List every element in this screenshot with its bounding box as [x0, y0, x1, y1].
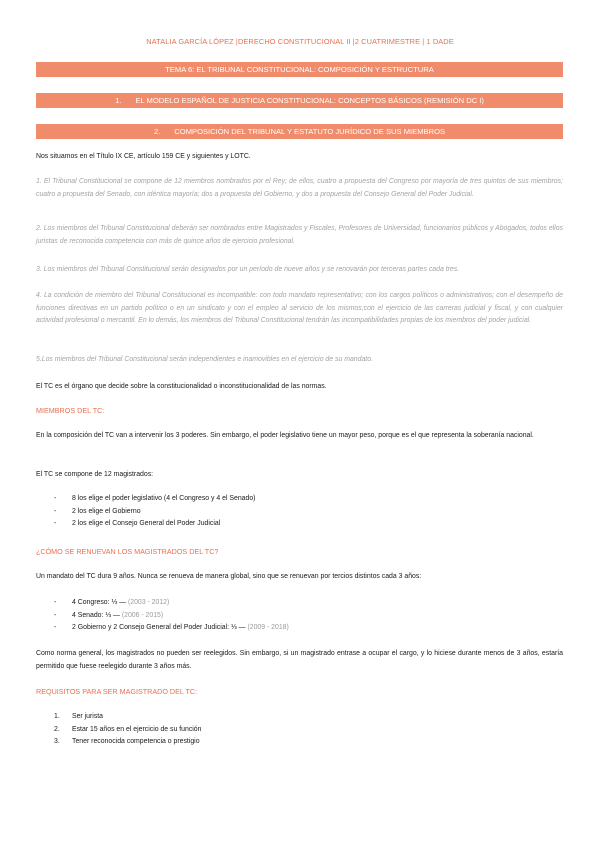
- article-quote-1: [36, 176, 563, 201]
- article-quote-5: [36, 354, 563, 367]
- topic-title: TEMA 6: EL TRIBUNAL CONSTITUCIONAL: COMPOSICIÓN Y ESTRUCTURA: [165, 65, 434, 74]
- miembros-paragraph-block: [36, 430, 563, 443]
- quote-paragraph: 3. Los miembros del Tribunal Constitucional serán designados por un período de nueve años y se renovarán por terceras partes cada tres.: [36, 266, 460, 273]
- miembros-count-block: [36, 469, 563, 482]
- section-2-bar: [36, 124, 563, 139]
- list-item: 2. Estar 15 años en el ejercicio de su función: [54, 725, 202, 733]
- list-item: - 8 los elige el poder legislativo (4 el Congreso y 4 el Senado): [54, 495, 256, 502]
- requisitos-heading: REQUISITOS PARA SER MAGISTRADO DEL TC:: [36, 687, 198, 696]
- renovacion-list: [36, 597, 563, 635]
- list-item: - 4 Congreso: ⅓ — (2003 - 2012): [54, 599, 170, 606]
- list-item: 1. Ser jurista: [54, 713, 104, 720]
- quote-paragraph: 4. La condición de miembro del Tribunal Constitucional es incompatible: con todo mandato representativo; con los cargos políticos o administrativos; con el desempeño de funciones directivas en un partido político o en un sindicato y con el empleo al servicio de los mismos;con el ejercicio de las carreras judicial y fiscal, y con cualquier actividad profesional o mercantil. En lo demás, los miembros del Tribunal Constitucional tendrán las incompatibilidades propias de los miembros del poder judicial.: [36, 292, 563, 324]
- renovacion-heading-block: [36, 546, 563, 558]
- section-1-bar: [36, 93, 563, 108]
- section-2-number: 2.: [153, 127, 161, 136]
- article-quote-3: [36, 264, 563, 277]
- renovacion-paragraph: Un mandato del TC dura 9 años. Nunca se renueva de manera global, sino que se renuevan por tercios distintos cada 3 años:: [36, 573, 422, 580]
- section-1-title: EL MODELO ESPAÑOL DE JUSTICIA CONSTITUCIONAL: CONCEPTOS BÁSICOS (REMISIÓN DC I): [135, 96, 484, 105]
- quote-paragraph: 5.Los miembros del Tribunal Constitucional serán independientes e inamovibles en el ejercicio de su mandato.: [36, 356, 373, 363]
- list-item: - 4 Senado: ⅓ — (2006 - 2015): [54, 611, 164, 619]
- article-quote-2: [36, 223, 563, 248]
- miembros-heading: MIEMBROS DEL TC:: [36, 406, 105, 415]
- list-item: - 2 Gobierno y 2 Consejo General del Poder Judicial: ⅓ — (2009 - 2018): [54, 624, 289, 631]
- list-item: 3. Tener reconocida competencia o prestigio: [54, 738, 200, 745]
- renovacion-paragraph-block: [36, 571, 563, 584]
- quote-paragraph: 2. Los miembros del Tribunal Constitucional deberán ser nombrados entre Magistrados y Fiscales, Profesores de Universidad, funcionarios públicos y Abogados, todos ellos juristas de reconocida competencia con más de quince años de ejercicio profesional.: [36, 225, 563, 245]
- miembros-heading-block: [36, 405, 563, 417]
- quote-paragraph: 1. El Tribunal Constitucional se compone de 12 miembros nombrados por el Rey; de ellos, cuatro a propuesta del Congreso por mayoría de tres quintos de sus miembros; cuatro a propuesta del Senado, con idéntica mayoría; dos a propuesta del Gobierno, y dos a propuesta del Consejo General del Poder Judicial.: [36, 178, 563, 198]
- page-header: NATALIA GARCÍA LÓPEZ |DERECHO CONSTITUCIONAL II |2 CUATRIMESTRE | 1 DADE: [146, 37, 454, 46]
- renovacion-heading: ¿CÓMO SE RENUEVAN LOS MAGISTRADOS DEL TC?: [36, 547, 219, 556]
- miembros-count: El TC se compone de 12 magistrados:: [36, 471, 154, 478]
- intro-block: [36, 151, 563, 164]
- tc-definition-paragraph: El TC es el órgano que decide sobre la constitucionalidad o inconstitucionalidad de las normas.: [36, 383, 327, 390]
- requisitos-heading-block: [36, 686, 563, 698]
- section-2-title: COMPOSICIÓN DEL TRIBUNAL Y ESTATUTO JURÍDICO DE SUS MIEMBROS: [174, 127, 446, 136]
- article-quote-4: [36, 290, 563, 328]
- miembros-list: [36, 493, 563, 531]
- reeleccion-paragraph: Como norma general, los magistrados no pueden ser reelegidos. Sin embargo, si un magistrado entrase a ocupar el cargo, y lo hiciese durante menos de 3 años, estaría permitido que fuese reelegido durante 3 años más.: [36, 650, 563, 670]
- list-item: - 2 los elige el Gobierno: [54, 507, 141, 515]
- reeleccion-block: [36, 648, 563, 673]
- topic-title-bar: [36, 62, 563, 77]
- requisitos-list: [36, 711, 563, 749]
- section-1-number: 1.: [115, 96, 122, 105]
- list-item: - 2 los elige el Consejo General del Poder Judicial: [54, 520, 221, 527]
- miembros-paragraph: En la composición del TC van a intervenir los 3 poderes. Sin embargo, el poder legislativo tiene un mayor peso, porque es el que representa la soberanía nacional.: [36, 432, 534, 439]
- intro-paragraph: Nos situamos en el Título IX CE, artículo 159 CE y siguientes y LOTC.: [36, 153, 251, 160]
- tc-definition: [36, 381, 563, 394]
